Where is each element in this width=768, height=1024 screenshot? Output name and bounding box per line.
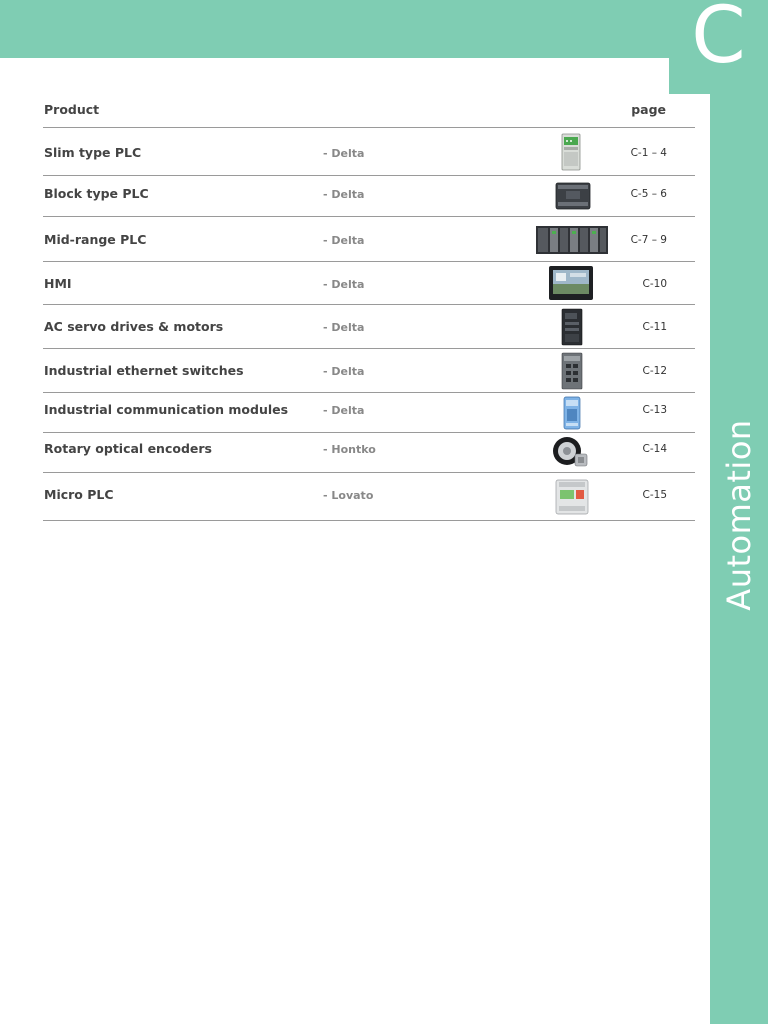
servo-drive-image: [558, 308, 586, 346]
product-name: AC servo drives & motors: [44, 319, 224, 334]
table-row[interactable]: [43, 217, 695, 262]
table-row[interactable]: [43, 305, 695, 349]
page-ref: C-1 – 4: [630, 147, 667, 159]
hmi-image: [548, 265, 594, 301]
table-row[interactable]: [43, 393, 695, 433]
micro-plc-image: [554, 478, 590, 516]
encoder-image: [551, 434, 591, 470]
brand-name: - Delta: [323, 365, 365, 378]
page-ref: C-10: [642, 278, 667, 290]
product-name: Block type PLC: [44, 186, 149, 201]
table-row[interactable]: [43, 129, 695, 176]
brand-name: - Delta: [323, 321, 365, 334]
table-row[interactable]: [43, 473, 695, 521]
brand-name: - Delta: [323, 404, 365, 417]
section-letter: C: [691, 0, 746, 81]
page-ref: C-13: [642, 404, 667, 416]
table-row[interactable]: [43, 433, 695, 473]
page-ref: C-5 – 6: [630, 188, 667, 200]
section-title-text: Automation: [720, 419, 758, 611]
slim-plc-image: [558, 133, 584, 171]
product-name: Industrial ethernet switches: [44, 363, 244, 378]
brand-name: - Lovato: [323, 489, 374, 502]
comm-module-image: [560, 396, 584, 430]
page-ref: C-12: [642, 365, 667, 377]
ethernet-switch-image: [558, 352, 586, 390]
top-color-band: [0, 0, 768, 58]
product-name: Micro PLC: [44, 487, 114, 502]
brand-name: - Delta: [323, 188, 365, 201]
table-row[interactable]: [43, 262, 695, 305]
product-column-header: Product: [44, 102, 100, 117]
table-row[interactable]: [43, 349, 695, 393]
page-ref: C-11: [642, 321, 667, 333]
brand-name: - Hontko: [323, 443, 376, 456]
section-title: [710, 420, 768, 610]
brand-name: - Delta: [323, 278, 365, 291]
product-name: Rotary optical encoders: [44, 441, 212, 456]
page-column-header: page: [631, 102, 666, 117]
table-row[interactable]: [43, 176, 695, 217]
table-header: [43, 98, 695, 128]
product-name: HMI: [44, 276, 72, 291]
page-ref: C-15: [642, 489, 667, 501]
product-name: Slim type PLC: [44, 145, 142, 160]
block-plc-image: [554, 180, 592, 212]
page-ref: C-14: [642, 443, 667, 455]
product-name: Mid-range PLC: [44, 232, 147, 247]
mid-range-plc-image: [535, 222, 609, 256]
product-name: Industrial communication modules: [44, 402, 289, 417]
brand-name: - Delta: [323, 147, 365, 160]
brand-name: - Delta: [323, 234, 365, 247]
page-ref: C-7 – 9: [630, 234, 667, 246]
